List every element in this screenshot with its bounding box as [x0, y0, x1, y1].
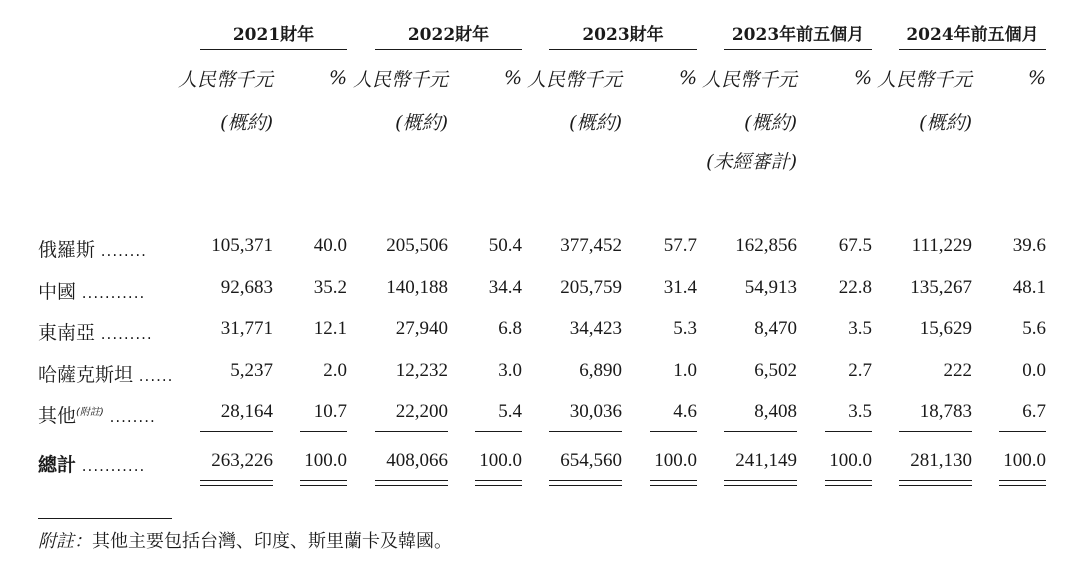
row-label [38, 401, 156, 428]
percent-cell: 5.3 [673, 318, 697, 339]
percent-cell: 6.7 [1022, 401, 1046, 422]
period-header: 2024年前五個月 [906, 25, 1039, 45]
subtotal-line [475, 431, 522, 432]
subtotal-line [999, 431, 1046, 432]
amount-cell: 135,267 [910, 277, 972, 298]
double-underline [549, 485, 622, 486]
amount-cell: 18,783 [919, 401, 972, 422]
percent-header: % [678, 67, 697, 89]
amount-cell: 222 [943, 360, 972, 381]
amount-unit-header: 人民幣千元 [876, 69, 972, 91]
amount-cell: 6,890 [579, 360, 622, 381]
percent-cell: 39.6 [1012, 235, 1046, 256]
double-underline [200, 480, 273, 481]
double-underline [375, 485, 448, 486]
unaudited-header: (未經審計) [706, 151, 797, 173]
header-underline [200, 49, 347, 50]
percent-cell: 40.0 [313, 235, 347, 256]
amount-cell: 28,164 [220, 401, 273, 422]
amount-cell: 22,200 [395, 401, 448, 422]
percent-cell: 0.0 [1022, 360, 1046, 381]
double-underline [825, 480, 872, 481]
region-name: 東南亞 [38, 322, 96, 344]
leader-dots: ........ [103, 408, 156, 426]
percent-cell: 31.4 [663, 277, 697, 298]
total-percent-cell: 100.0 [829, 450, 872, 471]
subtotal-line [650, 431, 697, 432]
percent-cell: 1.0 [673, 360, 697, 381]
amount-cell: 6,502 [754, 360, 797, 381]
amount-cell: 111,229 [911, 235, 972, 256]
header-underline [375, 49, 522, 50]
subtotal-line [549, 431, 622, 432]
leader-dots: ......... [95, 325, 153, 343]
double-underline [300, 480, 347, 481]
percent-cell: 10.7 [313, 401, 347, 422]
header-underline [899, 49, 1046, 50]
header-underline [549, 49, 697, 50]
percent-cell: 3.5 [848, 318, 872, 339]
leader-dots: ...... [133, 367, 174, 385]
amount-unit-header: 人民幣千元 [701, 69, 797, 91]
percent-header: % [1027, 67, 1046, 89]
subtotal-line [899, 431, 972, 432]
total-percent-cell: 100.0 [654, 450, 697, 471]
double-underline [375, 480, 448, 481]
amount-cell: 377,452 [560, 235, 622, 256]
total-percent-cell: 100.0 [479, 450, 522, 471]
row-label [38, 318, 153, 345]
percent-cell: 67.5 [838, 235, 872, 256]
total-label [38, 450, 145, 477]
amount-cell: 140,188 [386, 277, 448, 298]
total-amount-cell: 263,226 [211, 450, 273, 471]
subtotal-line [200, 431, 273, 432]
percent-cell: 4.6 [673, 401, 697, 422]
double-underline [724, 480, 797, 481]
amount-unit-header: 人民幣千元 [526, 69, 622, 91]
row-label [38, 277, 145, 304]
header-underline [724, 49, 872, 50]
amount-cell: 8,408 [754, 401, 797, 422]
period-header: 2023年前五個月 [731, 25, 865, 45]
double-underline [300, 485, 347, 486]
percent-cell: 3.5 [848, 401, 872, 422]
region-name: 其他 [38, 405, 77, 427]
percent-cell: 12.1 [313, 318, 347, 339]
approx-note-header: (概約) [395, 112, 448, 134]
subtotal-line [300, 431, 347, 432]
double-underline [999, 480, 1046, 481]
double-underline [200, 485, 273, 486]
amount-cell: 31,771 [220, 318, 273, 339]
double-underline [650, 485, 697, 486]
percent-cell: 6.8 [498, 318, 522, 339]
total-amount-cell: 281,130 [910, 450, 972, 471]
percent-cell: 57.7 [663, 235, 697, 256]
percent-cell: 5.4 [498, 401, 522, 422]
percent-header: % [328, 67, 347, 89]
amount-cell: 162,856 [735, 235, 797, 256]
amount-cell: 27,940 [395, 318, 448, 339]
region-name: 中國 [38, 281, 77, 303]
amount-cell: 5,237 [230, 360, 273, 381]
approx-note-header: (概約) [919, 112, 972, 134]
footnote [38, 527, 452, 553]
amount-cell: 34,423 [569, 318, 622, 339]
double-underline [475, 480, 522, 481]
total-percent-cell: 100.0 [304, 450, 347, 471]
approx-note-header: (概約) [744, 112, 797, 134]
total-amount-cell: 654,560 [560, 450, 622, 471]
amount-unit-header: 人民幣千元 [352, 69, 448, 91]
region-name: 俄羅斯 [38, 239, 96, 261]
subtotal-line [724, 431, 797, 432]
footnote-text: 其他主要包括台灣、印度、斯里蘭卡及韓國。 [92, 531, 452, 552]
double-underline [825, 485, 872, 486]
leader-dots: ........... [76, 284, 146, 302]
double-underline [899, 480, 972, 481]
footnote-rule [38, 518, 172, 519]
amount-cell: 92,683 [220, 277, 273, 298]
double-underline [999, 485, 1046, 486]
percent-cell: 2.0 [323, 360, 347, 381]
amount-cell: 54,913 [744, 277, 797, 298]
amount-cell: 105,371 [211, 235, 273, 256]
amount-cell: 205,506 [386, 235, 448, 256]
subtotal-line [375, 431, 448, 432]
period-header: 2023財年 [582, 25, 664, 45]
double-underline [899, 485, 972, 486]
percent-header: % [853, 67, 872, 89]
total-amount-cell: 241,149 [735, 450, 797, 471]
note-reference: (附註) [76, 407, 104, 418]
total-text: 總計 [38, 454, 77, 476]
footnote-label: 附註： [38, 531, 92, 552]
row-label [38, 360, 173, 387]
amount-cell: 8,470 [754, 318, 797, 339]
period-header: 2021財年 [232, 25, 315, 45]
approx-note-header: (概約) [220, 112, 273, 134]
amount-cell: 15,629 [919, 318, 972, 339]
approx-note-header: (概約) [569, 112, 622, 134]
percent-cell: 35.2 [313, 277, 347, 298]
double-underline [724, 485, 797, 486]
row-label [38, 235, 147, 262]
percent-header: % [503, 67, 522, 89]
amount-cell: 30,036 [569, 401, 622, 422]
percent-cell: 2.7 [848, 360, 872, 381]
percent-cell: 50.4 [488, 235, 522, 256]
period-header: 2022財年 [407, 25, 490, 45]
total-amount-cell: 408,066 [386, 450, 448, 471]
percent-cell: 3.0 [498, 360, 522, 381]
amount-cell: 12,232 [395, 360, 448, 381]
percent-cell: 5.6 [1022, 318, 1046, 339]
percent-cell: 34.4 [488, 277, 522, 298]
region-name: 哈薩克斯坦 [38, 364, 134, 386]
double-underline [549, 480, 622, 481]
total-percent-cell: 100.0 [1003, 450, 1046, 471]
amount-cell: 205,759 [560, 277, 622, 298]
leader-dots: ........... [76, 457, 146, 475]
subtotal-line [825, 431, 872, 432]
double-underline [650, 480, 697, 481]
leader-dots: ........ [95, 242, 147, 260]
amount-unit-header: 人民幣千元 [177, 69, 273, 91]
percent-cell: 48.1 [1012, 277, 1046, 298]
percent-cell: 22.8 [838, 277, 872, 298]
double-underline [475, 485, 522, 486]
